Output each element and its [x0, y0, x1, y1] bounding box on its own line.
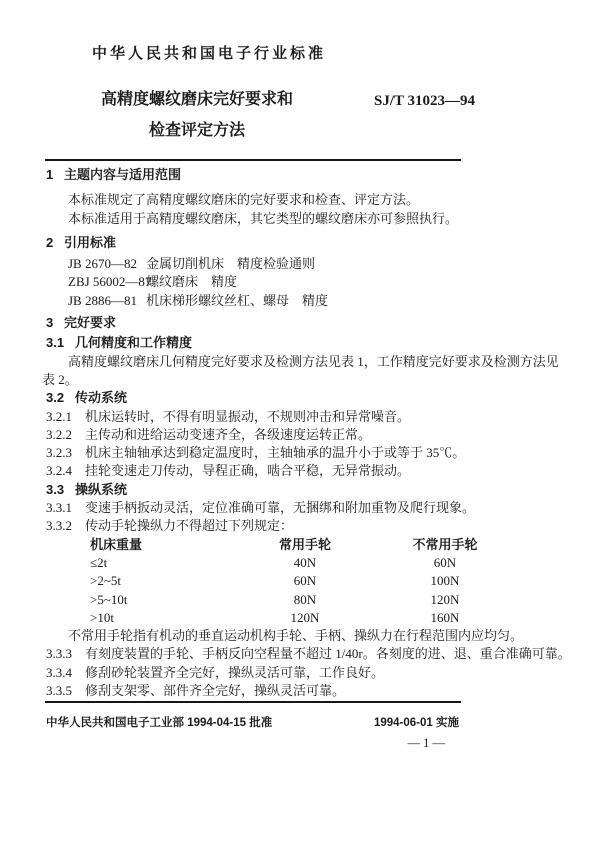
clause-number: 3.2.2: [46, 426, 72, 442]
footer-rule: [45, 701, 461, 703]
section-3-heading: [46, 314, 570, 332]
subsection-3-3-heading: [46, 481, 570, 499]
table-cell: 120N: [430, 591, 460, 607]
reference-code: ZBJ 56002—87: [68, 274, 152, 290]
clause-text: 有刻度装置的手轮、手柄反向空程量不超过 1/40r。各刻度的进、退、重合准确可靠。: [85, 646, 571, 662]
approval-note: 中华人民共和国电子工业部 1994-04-15 批准: [46, 717, 273, 729]
table-cell: >10t: [90, 609, 114, 625]
clause-row: [46, 408, 570, 426]
clause-title: 几何精度和工作精度: [75, 335, 193, 351]
clause-title: 传动系统: [75, 390, 128, 406]
paragraph: 本标准适用于高精度螺纹磨床，其它类型的螺纹磨床亦可参照执行。: [68, 210, 459, 226]
reference-code: JB 2670—82: [68, 256, 137, 272]
table-cell: 160N: [430, 609, 460, 625]
clause-text: 机床主轴轴承达到稳定温度时，主轴轴承的温升小于或等于 35℃。: [85, 445, 466, 461]
table-cell: 40N: [293, 554, 317, 570]
reference-row: [68, 255, 570, 273]
table-cell: >5~10t: [90, 591, 128, 607]
table-cell: 60N: [433, 554, 457, 570]
doc-title-line1: 高精度螺纹磨床完好要求和: [101, 91, 294, 108]
implementation-note: 1994-06-01 实施: [373, 717, 459, 729]
standard-org-header: 中华人民共和国电子行业标准: [92, 45, 327, 62]
table-header-row: [46, 536, 570, 554]
clause-row: [46, 517, 570, 535]
table-row: [46, 609, 570, 627]
reference-row: [68, 292, 570, 310]
section-2-heading: [46, 234, 570, 252]
doc-title-line2: 检查评定方法: [148, 122, 245, 139]
table-row: [46, 591, 570, 609]
clause-row: [46, 499, 570, 517]
clause-title: 操纵系统: [75, 481, 128, 497]
clause-row: [46, 645, 570, 663]
clause-text: 主传动和进给运动变速齐全，各级速度运转正常。: [85, 426, 372, 442]
header-rule: [45, 159, 461, 161]
clause-text: 机床运转时，不得有明显振动，不规则冲击和异常噪音。: [85, 408, 411, 424]
clause-row: [46, 462, 570, 480]
table-cell: 60N: [293, 573, 317, 589]
table-cell: 80N: [293, 591, 317, 607]
section-number: 1: [46, 167, 54, 182]
table-row: [46, 572, 570, 590]
reference-name: 金属切削机床: [146, 256, 225, 272]
table-cell: 120N: [290, 609, 320, 625]
clause-text: 修刮支架零、部件齐全完好，操纵灵活可靠。: [85, 683, 346, 699]
section-number: 3: [46, 315, 54, 331]
clause-number: 3.2.4: [46, 463, 72, 479]
section-1-heading: [46, 166, 570, 184]
reference-attr: 精度检验通则: [237, 256, 316, 272]
subsection-3-1-heading: [46, 334, 570, 352]
reference-name: 螺纹磨床: [146, 274, 199, 290]
standard-number: SJ/T 31023—94: [374, 93, 475, 109]
paragraph-continuation: 表 2。: [42, 371, 78, 387]
section-title: 主题内容与适用范围: [64, 167, 182, 182]
section-title: 完好要求: [64, 315, 117, 331]
subsection-3-2-heading: [46, 389, 570, 407]
clause-number: 3.3.2: [46, 518, 72, 534]
clause-row: [46, 426, 570, 444]
clause-number: 3.2: [46, 390, 65, 406]
reference-attr: 精度: [211, 274, 238, 290]
clause-text: 传动手轮操纵力不得超过下列规定：: [85, 518, 294, 534]
reference-attr: 精度: [302, 292, 329, 308]
section-number: 2: [46, 234, 54, 250]
handwheel-table: [46, 536, 570, 627]
clause-number: 3.3.1: [46, 500, 72, 516]
clause-number: 3.3: [46, 481, 65, 497]
clause-text: 变速手柄扳动灵活，定位准确可靠，无捆绑和附加重物及爬行现象。: [85, 500, 476, 516]
clause-row: [46, 682, 570, 700]
table-row: [46, 554, 570, 572]
document-body: [42, 166, 571, 700]
reference-name: 机床梯形螺纹丝杠、螺母: [146, 292, 290, 308]
table-header-cell: 常用手轮: [278, 536, 331, 552]
table-header-cell: 不常用手轮: [412, 536, 478, 552]
clause-number: 3.2.3: [46, 445, 72, 461]
doc-title: [101, 84, 293, 146]
reference-row: [68, 273, 570, 291]
clause-number: 3.3.5: [46, 683, 72, 699]
table-cell: ≤2t: [90, 554, 108, 570]
clause-number: 3.3.3: [46, 646, 72, 662]
clause-text: 修刮砂轮装置齐全完好，操纵灵活可靠，工作良好。: [85, 664, 385, 680]
clause-row: [46, 664, 570, 682]
table-cell: >2~5t: [90, 573, 121, 589]
clause-number: 3.1: [46, 335, 65, 351]
table-cell: 100N: [430, 573, 460, 589]
paragraph: 本标准规定了高精度螺纹磨床的完好要求和检查、评定方法。: [68, 192, 420, 208]
section-title: 引用标准: [64, 234, 117, 250]
clause-number: 3.2.1: [46, 408, 72, 424]
table-header-cell: 机床重量: [90, 536, 143, 552]
clause-number: 3.3.4: [46, 664, 72, 680]
page-number: — 1 —: [407, 736, 445, 750]
paragraph: 高精度螺纹磨床几何精度完好要求及检测方法见表 1，工作精度完好要求及检测方法见: [68, 353, 559, 369]
clause-row: [46, 444, 570, 462]
reference-code: JB 2886—81: [68, 292, 137, 308]
clause-text: 挂轮变速走刀传动，导程正确，啮合平稳，无异常振动。: [85, 463, 411, 479]
table-note: 不常用手轮指有机动的垂直运动机构手轮、手柄、操纵力在行程范围内应均匀。: [68, 628, 524, 644]
